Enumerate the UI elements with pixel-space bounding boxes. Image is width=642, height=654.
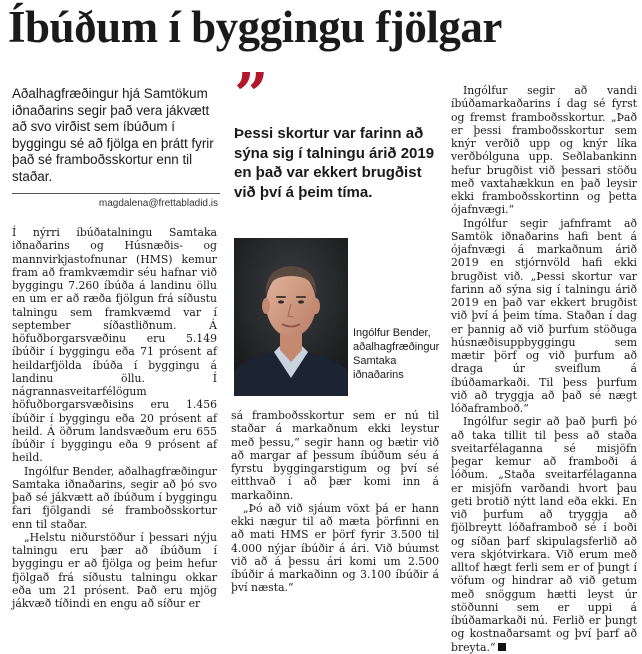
paragraph-text: Ingólfur segir að það þurfi þó að taka tillit til þess að staða sveitarfélaganna sé misjöfn þegar kemur að framboði á lóðum. „Staða sveitarfélaganna er misjöfn varðandi hvort þau geti brotið nýtt land eða ekki. En við þurfum að tryggja að fjölbreytt lóðaframboð sé í boði og síðan þarf skipulagsferlið að vera skjótvirkara. Við erum með alltof hægt ferli sem er of þungt í vöfum og hindrar að við getum með snöggum hætti leyst úr stöðunni sem er uppi á íbúðamarkaði nú. Ferlið er þungt og kostnaðarsamt og því þarf að breyta.“ xyxy=(451,415,637,654)
byline-divider xyxy=(12,193,220,194)
paragraph: Ingólfur Bender, aðalhagfræðingur Samtaka iðnaðarins, segir að þó svo það sé jákvætt að íbúðum í byggingu fari fjölgandi sé framboðsskortur enn til staðar. xyxy=(12,464,217,531)
photo-caption: Ingólfur Bender, aðalhagfræðingur Samtaka iðnaðarins xyxy=(353,327,440,381)
paragraph: Ingólfur segir að vandi íbúðamarkaðarins í dag sé fyrst og fremst framboðsskortur. „Það er þessi framboðsskortur sem knýr verðið upp og knýr líka verðbólguna upp. Seðlabankinn hefur brugðist við þessari stöðu með vaxtahækkun en það leysir ekki framboðsskortinn og þetta ójafnvægi.“ xyxy=(451,84,637,217)
portrait-photo xyxy=(234,238,348,396)
pull-quote: Þessi skortur var farinn að sýna sig í talningu árið 2019 en það var ekkert brugðist við því á þeim tíma. xyxy=(234,125,435,201)
paragraph: Í nýrri íbúðatalningu Samtaka iðnaðarins og Húsnæðis- og mannvirkjastofnunar (HMS) kemur fram að framkvæmdir séu hafnar við byggingu 7.260 íbúða á landinu öllu en um er að ræða fjölgun frá síðustu talningu sem framkvæmd var í september síðastliðnum. Á höfuðborgarsvæðinu eru 5.149 íbúðir í byggingu eða 71 prósent af heildarfjölda íbúða í byggingu á landinu öllu. Í nágrannasveitarfélögum höfuðborgarsvæðisins eru 1.456 íbúðir í byggingu eða 20 prósent af heild. Á öðrum landsvæðum eru 655 íbúðir í byggingu eða 9 prósent af heild. xyxy=(12,226,217,465)
article-column-3 xyxy=(451,84,637,654)
headline: Íbúðum í byggingu fjölgar xyxy=(8,2,502,52)
end-mark-icon xyxy=(498,643,506,651)
byline: magdalena@frettabladid.is xyxy=(98,198,218,209)
paragraph: Ingólfur segir jafnframt að Samtök iðnaðarins hafi bent á ójafnvægi á markaðnum árið 2019 en stjórnvöld hafi ekki brugðist við. „Þessi skortur var farinn að sýna sig í talningu árið 2019 en það var ekkert brugðist við því á þeim tíma. Staðan í dag er þannig að við þurfum stöðuga húsnæðisuppbyggingu sem mætir þörf og við þurfum að draga úr sveiflum á íbúðamarkaði. Til þess þurfum við að tryggja að það sé nægt lóðaframboð.“ xyxy=(451,216,637,415)
lede: Aðalhagfræðingur hjá Samtökum iðnaðarins segir það vera jákvætt að svo virðist sem íbúðum í byggingu sé að fjölga en þrátt fyrir það sé framboðsskortur enn til staðar. xyxy=(12,86,214,184)
paragraph xyxy=(451,415,637,654)
portrait-icon xyxy=(234,238,348,396)
article-column-2 xyxy=(231,409,439,595)
paragraph: „Þó að við sjáum vöxt þá er hann ekki nægur til að mæta þörfinni en að mati HMS er þörf fyrir 3.500 til 4.000 nýjar íbúðir á ári. Við búumst við að á þessu ári komi um 2.500 íbúðir á markaðinn og 3.100 íbúðir á því næsta.“ xyxy=(231,501,439,595)
paragraph: „Helstu niðurstöður í þessari nýju talningu eru þær að íbúðum í byggingu er að fjölga og þeim hefur fjölgað frá síðustu talningu okkar eða um 21 prósent. Það eru mjög jákvæð tíðindi en engu að síður er xyxy=(12,530,217,610)
paragraph: sá framboðsskortur sem er nú til staðar á markaðnum ekki leystur með þessu,“ segir hann og bætir við að margar af þessum íbúðum séu á fyrstu byggingarstigum og því sé eitthvað í að þær komi inn á markaðinn. xyxy=(231,409,439,502)
article-column-1 xyxy=(12,226,217,610)
quote-mark-icon: ” xyxy=(234,61,269,131)
